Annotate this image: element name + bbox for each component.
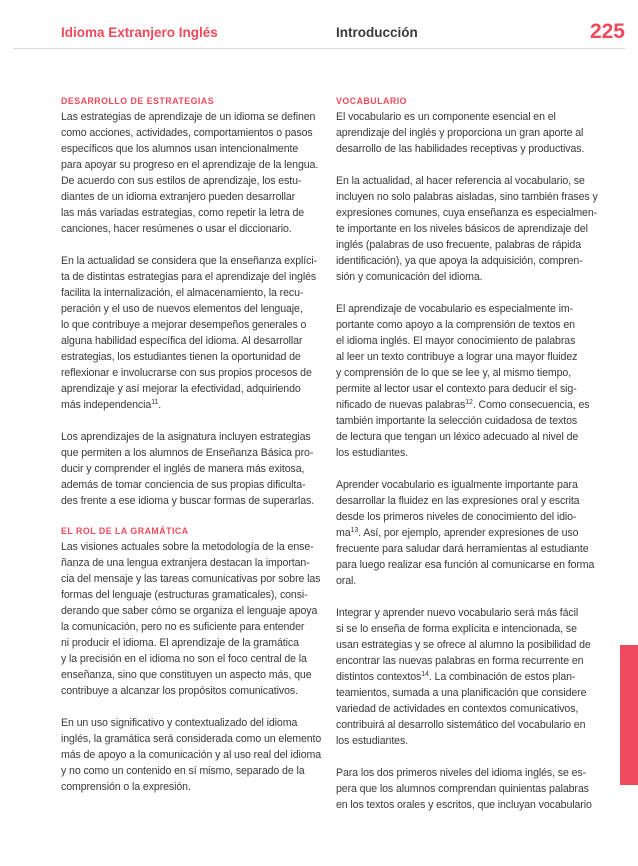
text-line: y no como un contenido en sí mismo, separado de la xyxy=(61,765,305,777)
text-line: Los aprendizajes de la asignatura incluyen estrategias xyxy=(61,431,311,443)
text-line: ducir y comprender el inglés de manera más exitosa, xyxy=(61,463,305,475)
text-line xyxy=(336,525,598,541)
paragraph xyxy=(336,173,598,285)
side-tab-marker xyxy=(620,645,638,785)
text-line: el idioma inglés. El mayor conocimiento de palabras xyxy=(336,335,576,347)
text-line: Para los dos primeros niveles del idioma inglés, se es- xyxy=(336,767,587,779)
header-divider xyxy=(13,48,625,49)
text-line: pera que los alumnos comprendan quinientas palabras xyxy=(336,783,589,795)
text-line: como acciones, actividades, comportamientos o pasos xyxy=(61,127,313,139)
text-line: reflexionar e involucrarse con sus propios procesos de xyxy=(61,367,312,379)
text-line: estrategias, los estudiantes tienen la oportunidad de xyxy=(61,351,301,363)
text-fragment: . Como consecuencia, es xyxy=(472,399,590,411)
text-line: derando que saber cómo se organiza el lenguaje apoya xyxy=(61,605,318,617)
section-title: Introducción xyxy=(336,25,418,40)
text-fragment: ma xyxy=(336,527,351,539)
text-line: oral. xyxy=(336,575,357,587)
paragraph xyxy=(336,109,598,157)
text-line xyxy=(336,669,598,685)
paragraph xyxy=(336,477,598,589)
text-line: y la precisión en el idioma no son el foco central de la xyxy=(61,653,307,665)
text-line: Aprender vocabulario es igualmente importante para xyxy=(336,479,578,491)
text-line: desarrollar la fluidez en las expresiones oral y escrita xyxy=(336,495,580,507)
text-line: aprendizaje del inglés y proporciona un gran aporte al xyxy=(336,127,584,139)
text-fragment: . La combinación de estos plan- xyxy=(428,671,576,683)
paragraph xyxy=(336,605,598,749)
text-line: ni producir el idioma. El aprendizaje de la gramática xyxy=(61,637,299,649)
text-line: El aprendizaje de vocabulario es especialmente im- xyxy=(336,303,574,315)
paragraph xyxy=(61,253,323,413)
text-line: desarrollo de las habilidades receptivas y productivas. xyxy=(336,143,585,155)
text-line: los estudiantes. xyxy=(336,447,409,459)
text-line: teamientos, sumada a una planificación que considere xyxy=(336,687,587,699)
text-line: cia del mensaje y las tareas comunicativas por sobre las xyxy=(61,573,321,585)
text-line: la comunicación, pero no es suficiente para entender xyxy=(61,621,305,633)
text-fragment: distintos contextos xyxy=(336,671,422,683)
text-line: Las visiones actuales sobre la metodología de la ense- xyxy=(61,541,314,553)
text-line: ñanza de una lengua extranjera destacan la importan- xyxy=(61,557,310,569)
text-line: El vocabulario es un componente esencial en el xyxy=(336,111,556,123)
text-line: encontrar las nuevas palabras en forma recurrente en xyxy=(336,655,584,667)
text-line: identificación), ya que apoya la adquisición, compren- xyxy=(336,255,583,267)
book-title: Idioma Extranjero Inglés xyxy=(61,25,218,40)
text-line: si se lo enseña de forma explícita e intencionada, se xyxy=(336,623,577,635)
text-line: contribuirá al desarrollo sistemático del vocabulario en xyxy=(336,719,586,731)
right-column xyxy=(336,95,598,829)
footnote-ref: 12 xyxy=(465,399,473,406)
text-line: enseñanza, sino que constituyen un aspecto más, que xyxy=(61,669,312,681)
text-line xyxy=(61,397,323,413)
paragraph xyxy=(61,715,323,795)
text-line: portante como apoyo a la comprensión de textos en xyxy=(336,319,575,331)
text-line: comprensión o la expresión. xyxy=(61,781,191,793)
text-line: En la actualidad, al hacer referencia al vocabulario, se xyxy=(336,175,585,187)
text-line: canciones, hacer resúmenes o usar el diccionario. xyxy=(61,223,292,235)
paragraph xyxy=(61,109,323,237)
text-line: para luego realizar esa función al comunicarse en forma xyxy=(336,559,595,571)
paragraph xyxy=(336,765,598,813)
text-line: permite al lector usar el contexto para deducir el sig- xyxy=(336,383,577,395)
text-line: también importante la selección cuidadosa de textos xyxy=(336,415,578,427)
text-line: facilita la internalización, el almacenamiento, la recu- xyxy=(61,287,304,299)
text-line: variedad de actividades en contextos comunicativos, xyxy=(336,703,579,715)
text-line: des frente a ese idioma y buscar formas de superarlas. xyxy=(61,495,315,507)
text-line: formas del lenguaje (estructuras gramaticales), consi- xyxy=(61,589,308,601)
text-line: En un uso significativo y contextualizado del idioma xyxy=(61,717,298,729)
text-line: usan estrategias y se ofrece al alumno la posibilidad de xyxy=(336,639,591,651)
text-line: para apoyar su progreso en el aprendizaje de la lengua. xyxy=(61,159,319,171)
paragraph xyxy=(336,301,598,461)
text-fragment: . xyxy=(158,399,162,411)
text-line: inglés (palabras de uso frecuente, palabras de rápida xyxy=(336,239,581,251)
text-line: más de apoyo a la comunicación y al uso real del idioma xyxy=(61,749,322,761)
text-line: lo que contribuye a mejorar desempeños generales o xyxy=(61,319,307,331)
text-line: y comprensión de lo que se lee y, al mismo tiempo, xyxy=(336,367,572,379)
text-line: expresiones comunes, cuya enseñanza es especialmen- xyxy=(336,207,598,219)
text-line: las más variadas estrategias, como repetir la letra de xyxy=(61,207,305,219)
footnote-ref: 13 xyxy=(350,527,359,534)
text-line: inglés, la gramática será considerada como un elemento xyxy=(61,733,322,745)
text-line: ta de distintas estrategias para el aprendizaje del inglés xyxy=(61,271,317,283)
text-line: aprendizaje y así mejorar la efectividad, adquiriendo xyxy=(61,383,301,395)
paragraph xyxy=(61,539,323,699)
text-line: Las estrategias de aprendizaje de un idioma se definen xyxy=(61,111,316,123)
text-line: contribuye a alcanzar los propósitos comunicativos. xyxy=(61,685,298,697)
text-line: En la actualidad se considera que la enseñanza explíci- xyxy=(61,255,317,267)
heading-estrategias: DESARROLLO DE ESTRATEGIAS xyxy=(61,96,215,106)
footnote-ref: 14 xyxy=(421,671,429,678)
paragraph xyxy=(61,429,323,509)
page-number: 225 xyxy=(589,20,625,43)
heading-vocabulario: VOCABULARIO xyxy=(336,96,407,106)
text-line xyxy=(336,397,598,413)
text-line: Integrar y aprender nuevo vocabulario será más fácil xyxy=(336,607,579,619)
text-line: incluyen no solo palabras aisladas, sino también frases y xyxy=(336,191,598,203)
text-line: en los textos orales y escritos, que incluyan vocabulario xyxy=(336,799,592,811)
text-line: además de tomar conciencia de sus propias dificulta- xyxy=(61,479,306,491)
text-line: peración y el uso de nuevos elementos del lenguaje, xyxy=(61,303,303,315)
text-line: desde los primeros niveles de conocimiento del idio- xyxy=(336,511,577,523)
text-line: De acuerdo con sus estilos de aprendizaje, los estu- xyxy=(61,175,302,187)
page-header xyxy=(0,0,638,50)
text-line: específicos que los alumnos usan intencionalmente xyxy=(61,143,299,155)
text-line: al leer un texto contribuye a lograr una mayor fluidez xyxy=(336,351,578,363)
text-line: sión y comunicación del idioma. xyxy=(336,271,483,283)
text-line: diantes de un idioma extranjero pueden desarrollar xyxy=(61,191,296,203)
text-line: frecuente para saludar dará herramientas al estudiante xyxy=(336,543,589,555)
text-line: alguna habilidad específica del idioma. Al desarrollar xyxy=(61,335,303,347)
footnote-ref: 11 xyxy=(151,399,159,406)
text-fragment: más independencia xyxy=(61,399,152,411)
text-fragment: nificado de nuevas palabras xyxy=(336,399,466,411)
text-line: que permiten a los alumnos de Enseñanza Básica pro- xyxy=(61,447,314,459)
heading-gramatica: EL ROL DE LA GRAMÁTICA xyxy=(61,526,189,536)
text-line: te importante en los niveles básicos de aprendizaje del xyxy=(336,223,588,235)
text-line: de lectura que tengan un léxico adecuado al nivel de xyxy=(336,431,579,443)
text-line: los estudiantes. xyxy=(336,735,409,747)
text-fragment: . Así, por ejemplo, aprender expresiones de uso xyxy=(358,527,579,539)
left-column xyxy=(61,95,323,811)
